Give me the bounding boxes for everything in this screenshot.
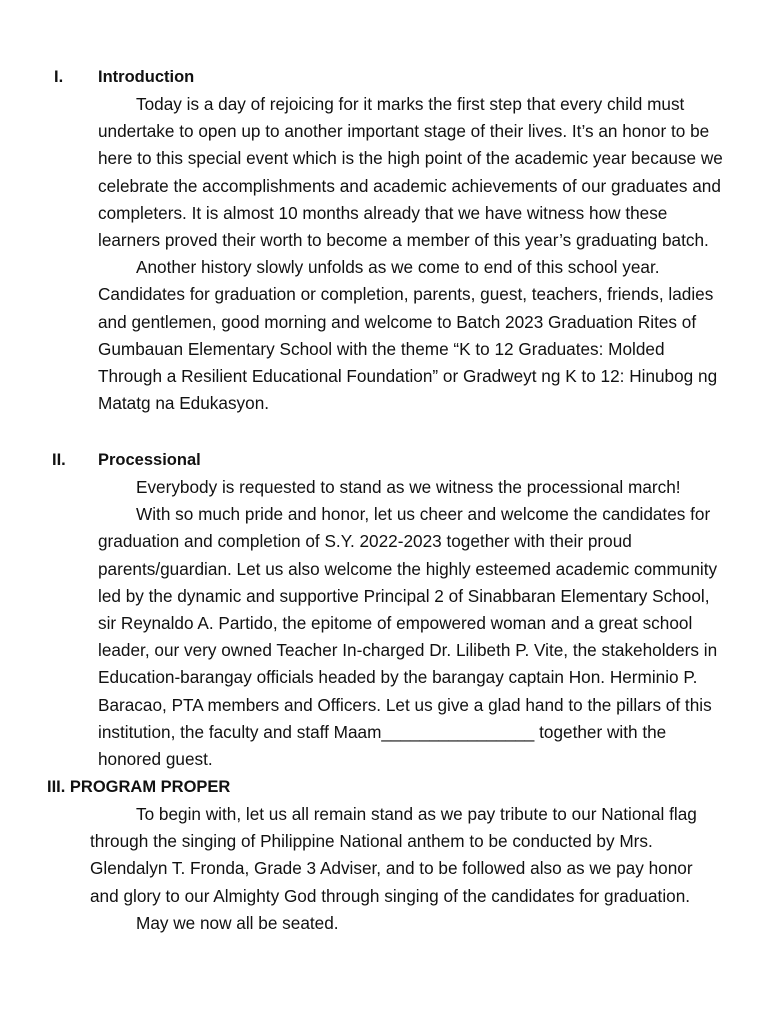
section-1-paragraph: Another history slowly unfolds as we come to end of this school year. Candidates for graduation or completion, parents, guest, teachers, friends, ladies and gentlemen, good morning and welcome to Batch 2023 Graduation Rites of Gumbauan Elementary School with the theme “K to 12 Graduates: Molded Through a Resilient Educational Foundation” or Gradweyt ng K to 12: Hinubog ng Matatg na Edukasyon. bbox=[98, 257, 718, 414]
section-3-paragraph: May we now all be seated. bbox=[136, 912, 339, 933]
section-1-paragraph: Today is a day of rejoicing for it marks the first step that every child must undertake to open up to another important stage of their lives. It’s an honor to be here to this special event which is the high point of the academic year because we celebrate the accomplishments and academic achievements of our graduates and completers. It is almost 10 months already that we have witness how these learners proved their worth to become a member of this year’s graduating batch. bbox=[98, 94, 723, 251]
section-2-heading: Processional bbox=[98, 451, 201, 469]
section-2-paragraph: With so much pride and honor, let us cheer and welcome the candidates for graduation and completion of S.Y. 2022-2023 together with their proud parents/guardian. Let us also welcome the highly esteemed academic community led by the dynamic and supportive Principal 2 of Sinabbaran Elementary School, sir Reynaldo A. Partido, the epitome of empowered woman and a great school leader, our very owned Teacher In-charged Dr. Lilibeth P. Vite, the stakeholders in Education-barangay officials headed by the barangay captain Hon. Herminio P. Baracao, PTA members and Officers. Let us give a glad hand to the pillars of this institution, the faculty and staff Maam________________ together with the honored guest. bbox=[98, 504, 718, 770]
section-1-body bbox=[98, 91, 724, 417]
section-2-body bbox=[98, 474, 728, 773]
section-3-paragraph: To begin with, let us all remain stand as we pay tribute to our National flag through the singing of Philippine National anthem to be conducted by Mrs. Glendalyn T. Fronda, Grade 3 Adviser, and to be followed also as we pay honor and glory to our Almighty God through singing of the candidates for graduation. bbox=[90, 804, 697, 906]
section-2-numeral: II. bbox=[52, 451, 66, 469]
section-2-paragraph: Everybody is requested to stand as we witness the processional march! bbox=[136, 477, 681, 497]
section-1-heading: Introduction bbox=[98, 68, 195, 86]
section-3-heading: III. PROGRAM PROPER bbox=[47, 778, 231, 796]
section-1-numeral: I. bbox=[54, 68, 64, 86]
section-3-body bbox=[90, 801, 722, 937]
